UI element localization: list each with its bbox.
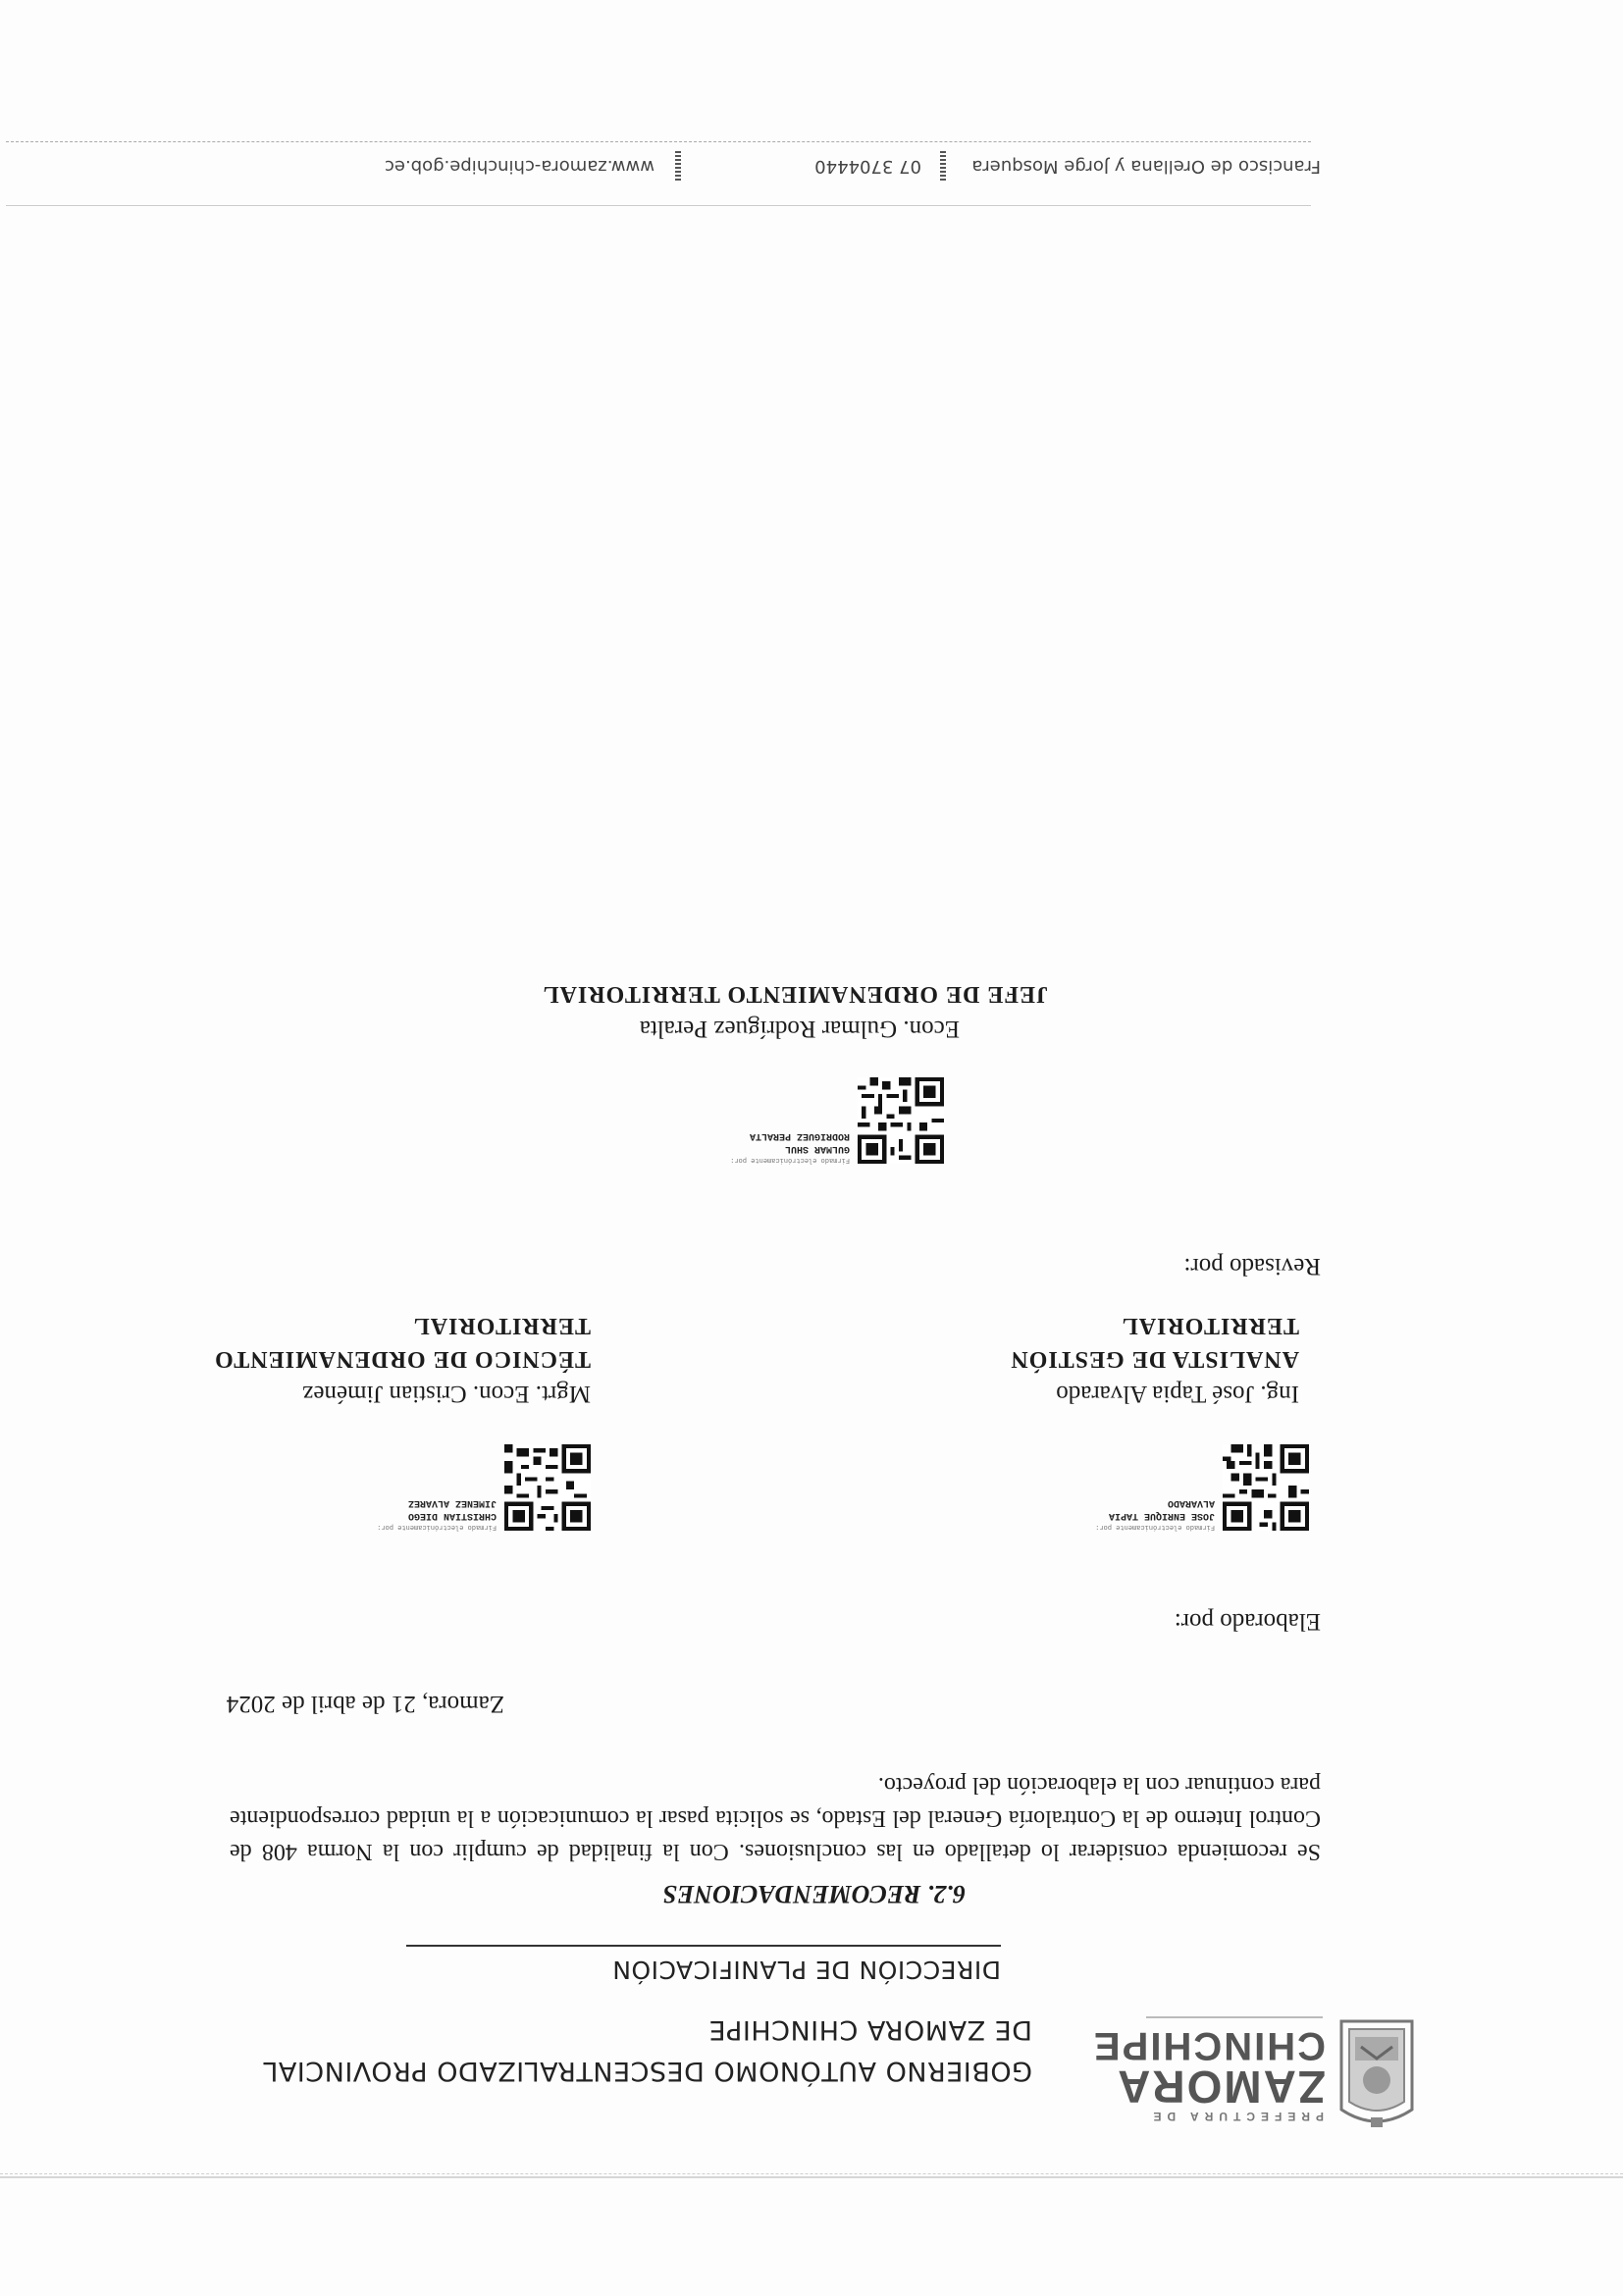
- recommendation-paragraph: Se recomienda considerar lo detallado en las conclusiones. Con la finalidad de cumplir con la Norma 408 de Control Interno de la Contraloría General del Estado, se solicita pasar la comunicación a la unidad correspondiente para continuar con la elaboración del proyecto.: [230, 1772, 1321, 1864]
- qr-code-icon: [858, 1077, 944, 1164]
- footer-separator: [940, 151, 946, 181]
- qr-signature-caption: [320, 1496, 497, 1531]
- qr-signer-name-line1: JOSE ENRIQUE TAPIA: [1108, 1510, 1215, 1521]
- government-title-line2: DE ZAMORA CHINCHIPE: [708, 2014, 1032, 2045]
- qr-signer-name-line2: RODRIGUEZ PERALTA: [749, 1130, 850, 1141]
- department-underline: [406, 1945, 1001, 1947]
- qr-code-icon: [504, 1444, 591, 1531]
- qr-signer-name-line2: JIMENEZ ALVAREZ: [407, 1497, 497, 1508]
- footer-website: www.zamora-chinchipe.gob.ec: [385, 156, 654, 177]
- section-title: 6.2. RECOMENDACIONES: [662, 1880, 966, 1908]
- footer-address: Francisco de Orellana y Jorge Mosquera: [971, 156, 1321, 177]
- qr-signer-name-line1: GULMAR SHUL: [784, 1143, 850, 1154]
- signer-role: TÉCNICO DE ORDENAMIENTO TERRITORIAL: [214, 1313, 591, 1372]
- logo-word-chinchipe: CHINCHIPE: [1091, 2024, 1326, 2067]
- signer-name: Mgrt. Econ. Cristian Jiménez: [302, 1381, 591, 1407]
- signer-role: JEFE DE ORDENAMIENTO TERRITORIAL: [542, 981, 1048, 1007]
- department-title: DIRECCIÓN DE PLANIFICACIÓN: [611, 1956, 1001, 1984]
- signer-role: ANALISTA DE GESTIÓN TERRITORIAL: [1010, 1313, 1299, 1372]
- footer-rule-top: [6, 205, 1311, 206]
- crest-logo-icon: [1332, 2013, 1422, 2129]
- prepared-by-label: Elaborado por:: [1174, 1608, 1321, 1635]
- document-date: Zamora, 21 de abril de 2024: [226, 1691, 504, 1717]
- footer-phone: 07 3704440: [814, 156, 921, 177]
- qr-signature-caption: [654, 1129, 850, 1164]
- scan-edge-line: [0, 2176, 1623, 2178]
- signer-name: Econ. Gulmar Rodríguez Peralta: [639, 1016, 960, 1042]
- qr-signer-name-line1: CHRISTIAN DIEGO: [407, 1510, 497, 1521]
- footer-separator: [675, 151, 681, 181]
- logo-rule: [1146, 2016, 1323, 2018]
- qr-signer-name-line2: ALVARADO: [1167, 1497, 1215, 1508]
- signer-name: Ing. José Tapia Alvarado: [1056, 1381, 1299, 1407]
- logo-word-zamora: ZAMORA: [1116, 2061, 1326, 2113]
- footer-rule-bottom: [6, 141, 1311, 142]
- qr-signed-note: Firmado electrónicamente por:: [1095, 1523, 1215, 1531]
- government-title-line1: GOBIERNO AUTÓNOMO DESCENTRALIZADO PROVINCIAL: [262, 2056, 1032, 2086]
- logo-label: PREFECTURA DE: [1147, 2110, 1324, 2123]
- reviewed-by-label: Revisado por:: [1183, 1253, 1321, 1279]
- qr-signed-note: Firmado electrónicamente por:: [730, 1156, 850, 1164]
- qr-signed-note: Firmado electrónicamente por:: [377, 1523, 497, 1531]
- scan-edge-line-dashed: [0, 2173, 1623, 2174]
- qr-signature-caption: [1038, 1496, 1215, 1531]
- qr-code-icon: [1223, 1444, 1309, 1531]
